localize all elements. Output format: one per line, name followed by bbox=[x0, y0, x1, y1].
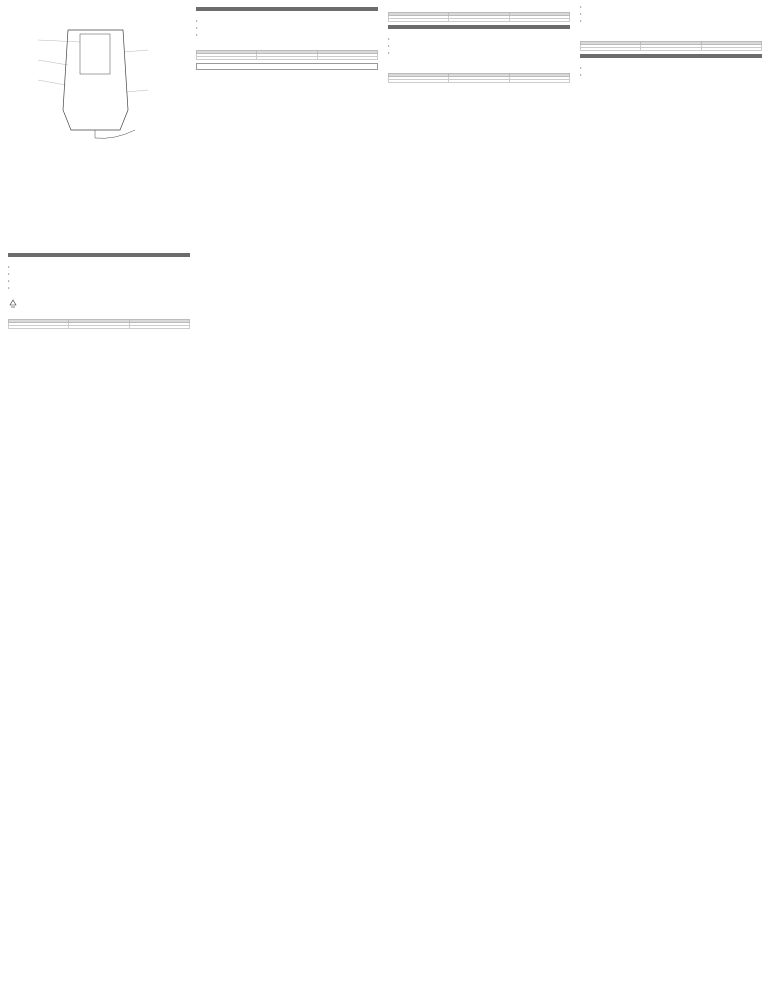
table-cell bbox=[317, 57, 377, 60]
table-cell bbox=[389, 19, 449, 22]
table-body bbox=[581, 45, 762, 51]
bullet-item bbox=[580, 4, 762, 9]
table-cell bbox=[197, 57, 257, 60]
table-cell bbox=[509, 19, 569, 22]
table-cell bbox=[129, 326, 189, 329]
table-cell bbox=[641, 48, 701, 51]
table-cell bbox=[257, 57, 317, 60]
table-cell bbox=[449, 80, 509, 83]
table-body bbox=[197, 54, 378, 60]
bullet-item bbox=[8, 285, 190, 290]
brand-block bbox=[30, 150, 170, 158]
table-cell bbox=[509, 80, 569, 83]
troubleshooting-table bbox=[580, 41, 762, 51]
table-cell bbox=[389, 80, 449, 83]
table-row bbox=[197, 57, 378, 60]
table-row bbox=[581, 48, 762, 51]
troubleshooting-table bbox=[8, 319, 190, 329]
bullet-item bbox=[580, 18, 762, 23]
recycle-symbol-row bbox=[8, 297, 190, 311]
bullet-item bbox=[8, 271, 190, 276]
bullet-item bbox=[580, 65, 762, 70]
hair-straightener-drawing bbox=[38, 30, 148, 138]
recycle-icon bbox=[8, 299, 18, 309]
note-box bbox=[196, 63, 378, 70]
table-cell bbox=[701, 48, 761, 51]
bullet-item bbox=[580, 72, 762, 77]
table-row bbox=[389, 19, 570, 22]
bullet-item bbox=[388, 50, 570, 55]
table-body bbox=[389, 16, 570, 22]
bullet-item bbox=[388, 43, 570, 48]
bullet-item bbox=[8, 278, 190, 283]
table-row bbox=[9, 326, 190, 329]
troubleshooting-table bbox=[388, 73, 570, 83]
table-cell bbox=[9, 326, 69, 329]
table-cell bbox=[69, 326, 129, 329]
text-column-1 bbox=[8, 250, 190, 332]
bullet-item bbox=[196, 32, 378, 37]
text-column-2 bbox=[196, 4, 378, 73]
language-heading bbox=[8, 253, 190, 257]
bullet-item bbox=[580, 11, 762, 16]
text-column-4 bbox=[580, 4, 762, 79]
product-illustration bbox=[8, 20, 188, 140]
table-row bbox=[389, 80, 570, 83]
bullet-item bbox=[8, 264, 190, 269]
table-cell bbox=[449, 19, 509, 22]
language-heading bbox=[580, 54, 762, 58]
table-cell bbox=[581, 48, 641, 51]
bullet-item bbox=[196, 18, 378, 23]
language-heading bbox=[196, 7, 378, 11]
bullet-item bbox=[196, 25, 378, 30]
bullet-item bbox=[388, 36, 570, 41]
troubleshooting-table bbox=[196, 50, 378, 60]
table-body bbox=[9, 323, 190, 329]
table-body bbox=[389, 77, 570, 83]
language-heading bbox=[388, 25, 570, 29]
troubleshooting-table bbox=[388, 12, 570, 22]
text-column-3 bbox=[388, 4, 570, 86]
